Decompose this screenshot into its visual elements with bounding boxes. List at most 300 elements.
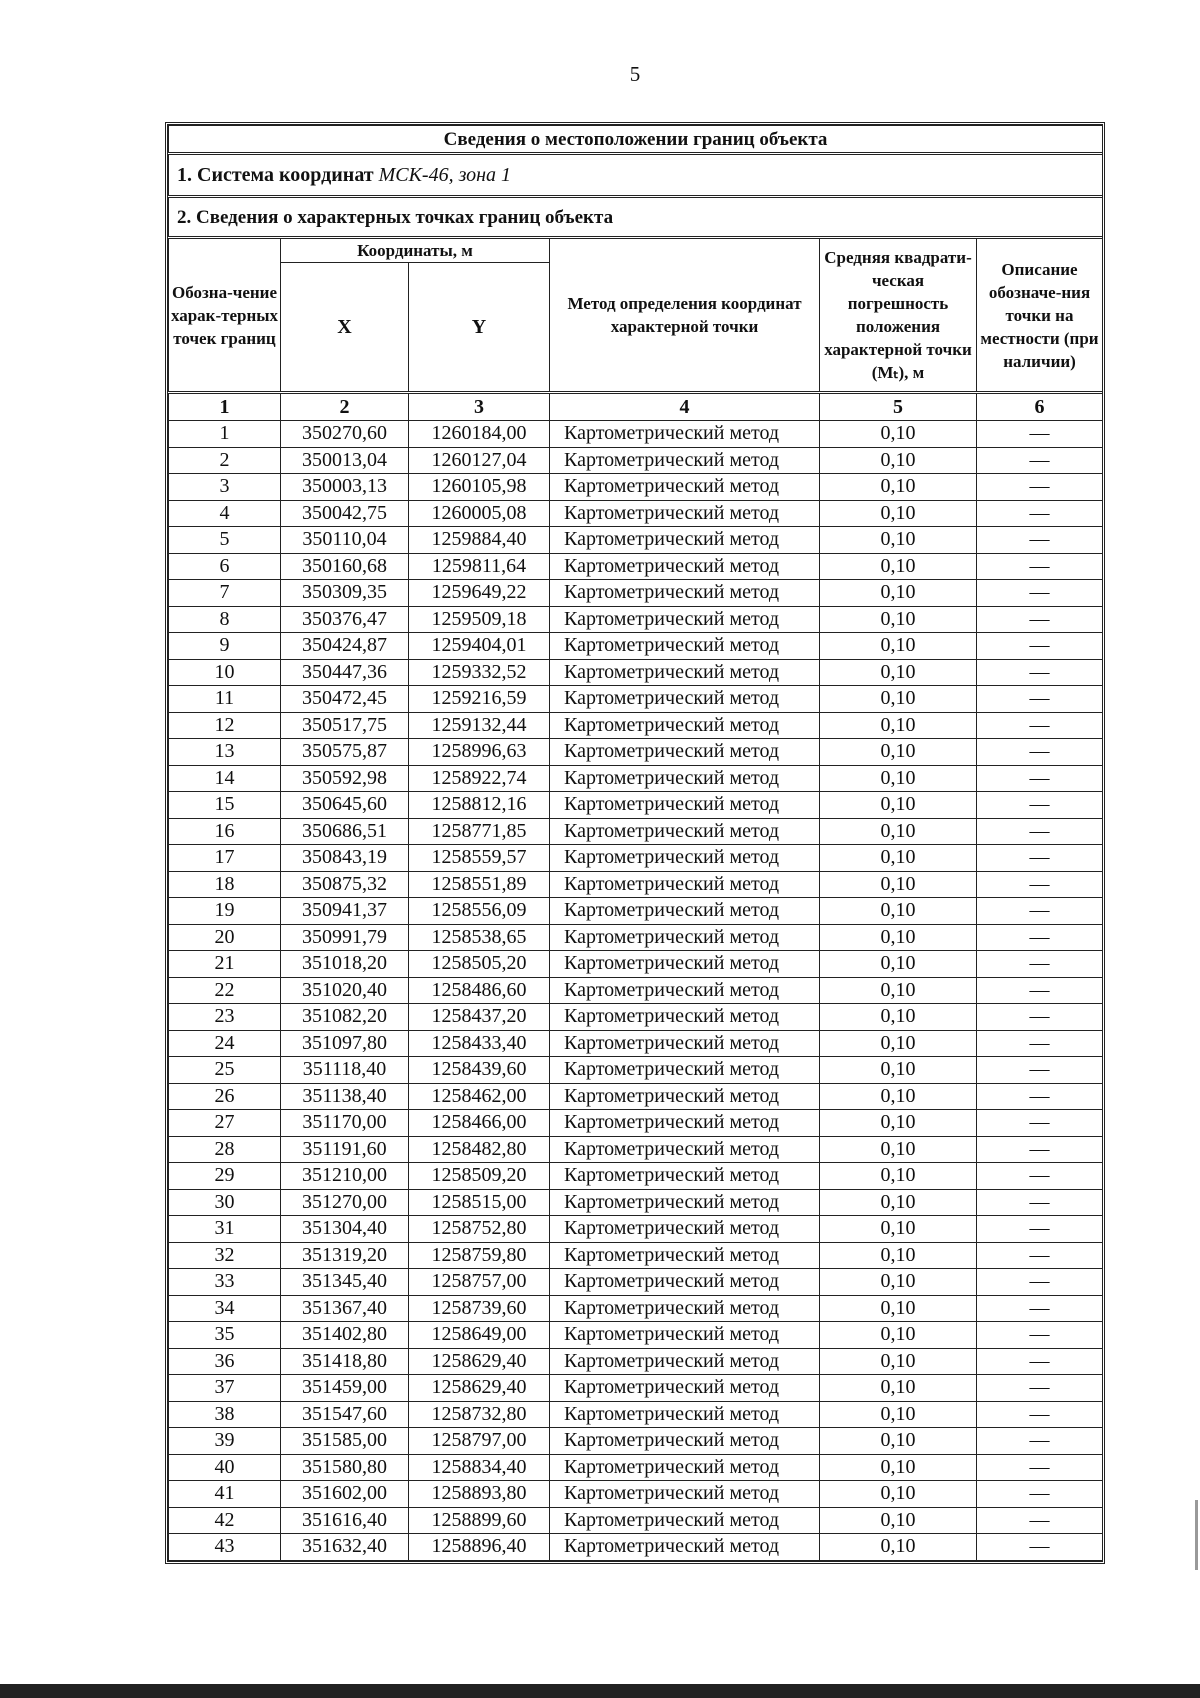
y-coordinate-cell: 1258797,00 [409,1428,550,1455]
description-cell: — [977,553,1103,580]
point-number-cell: 7 [169,580,281,607]
method-cell: Картометрический метод [550,447,820,474]
table-row [169,1030,1103,1057]
point-number-cell: 42 [169,1507,281,1534]
method-cell: Картометрический метод [550,659,820,686]
error-cell: 0,10 [820,765,977,792]
y-coordinate-cell: 1258759,80 [409,1242,550,1269]
description-cell: — [977,1110,1103,1137]
table-row [169,1322,1103,1349]
y-coordinate-cell: 1258922,74 [409,765,550,792]
method-cell: Картометрический метод [550,1163,820,1190]
x-coordinate-cell: 350991,79 [281,924,409,951]
error-cell: 0,10 [820,1534,977,1561]
description-cell: — [977,1322,1103,1349]
x-coordinate-cell: 351632,40 [281,1534,409,1561]
x-coordinate-cell: 351585,00 [281,1428,409,1455]
error-cell: 0,10 [820,712,977,739]
x-coordinate-cell: 351082,20 [281,1004,409,1031]
method-cell: Картометрический метод [550,871,820,898]
method-cell: Картометрический метод [550,633,820,660]
boundary-table [168,125,1103,1561]
y-coordinate-cell: 1260005,08 [409,500,550,527]
point-number-cell: 43 [169,1534,281,1561]
point-number-cell: 10 [169,659,281,686]
y-coordinate-cell: 1259332,52 [409,659,550,686]
error-cell: 0,10 [820,1030,977,1057]
method-cell: Картометрический метод [550,924,820,951]
point-number-cell: 2 [169,447,281,474]
error-cell: 0,10 [820,580,977,607]
error-cell: 0,10 [820,1428,977,1455]
method-cell: Картометрический метод [550,1375,820,1402]
y-coordinate-cell: 1260184,00 [409,421,550,448]
x-coordinate-cell: 350592,98 [281,765,409,792]
method-cell: Картометрический метод [550,686,820,713]
description-cell: — [977,580,1103,607]
method-cell: Картометрический метод [550,1083,820,1110]
description-cell: — [977,1189,1103,1216]
table-row [169,898,1103,925]
method-cell: Картометрический метод [550,527,820,554]
description-cell: — [977,1030,1103,1057]
point-number-cell: 31 [169,1216,281,1243]
x-coordinate-cell: 351418,80 [281,1348,409,1375]
method-cell: Картометрический метод [550,1189,820,1216]
description-cell: — [977,977,1103,1004]
point-number-cell: 27 [169,1110,281,1137]
y-coordinate-cell: 1258757,00 [409,1269,550,1296]
error-cell: 0,10 [820,500,977,527]
table-row [169,686,1103,713]
y-coordinate-cell: 1258437,20 [409,1004,550,1031]
y-coordinate-cell: 1259132,44 [409,712,550,739]
column-number: 2 [281,393,409,421]
point-number-cell: 23 [169,1004,281,1031]
error-cell: 0,10 [820,1216,977,1243]
point-number-cell: 30 [169,1189,281,1216]
error-cell: 0,10 [820,739,977,766]
method-cell: Картометрический метод [550,951,820,978]
error-cell: 0,10 [820,1295,977,1322]
description-cell: — [977,1375,1103,1402]
point-number-cell: 39 [169,1428,281,1455]
description-cell: — [977,633,1103,660]
column-number: 6 [977,393,1103,421]
y-coordinate-cell: 1258629,40 [409,1375,550,1402]
error-cell: 0,10 [820,421,977,448]
error-cell: 0,10 [820,1083,977,1110]
method-cell: Картометрический метод [550,1428,820,1455]
y-coordinate-cell: 1258505,20 [409,951,550,978]
description-cell: — [977,792,1103,819]
method-cell: Картометрический метод [550,712,820,739]
point-number-cell: 3 [169,474,281,501]
table-row [169,765,1103,792]
point-number-cell: 17 [169,845,281,872]
x-coordinate-cell: 351547,60 [281,1401,409,1428]
table-row [169,633,1103,660]
point-number-cell: 34 [169,1295,281,1322]
x-coordinate-cell: 351138,40 [281,1083,409,1110]
column-number: 5 [820,393,977,421]
method-cell: Картометрический метод [550,553,820,580]
point-number-cell: 33 [169,1269,281,1296]
description-cell: — [977,474,1103,501]
description-cell: — [977,818,1103,845]
y-coordinate-cell: 1258551,89 [409,871,550,898]
point-number-cell: 8 [169,606,281,633]
description-cell: — [977,421,1103,448]
x-coordinate-cell: 350042,75 [281,500,409,527]
error-cell: 0,10 [820,1269,977,1296]
x-coordinate-cell: 351580,80 [281,1454,409,1481]
y-coordinate-cell: 1259216,59 [409,686,550,713]
y-coordinate-cell: 1258509,20 [409,1163,550,1190]
table-row [169,500,1103,527]
x-coordinate-cell: 350472,45 [281,686,409,713]
y-coordinate-cell: 1258515,00 [409,1189,550,1216]
y-coordinate-cell: 1258433,40 [409,1030,550,1057]
method-cell: Картометрический метод [550,977,820,1004]
x-coordinate-cell: 351602,00 [281,1481,409,1508]
y-coordinate-cell: 1258834,40 [409,1454,550,1481]
error-cell: 0,10 [820,447,977,474]
table-row [169,924,1103,951]
description-cell: — [977,447,1103,474]
description-cell: — [977,924,1103,951]
x-coordinate-cell: 351402,80 [281,1322,409,1349]
error-cell: 0,10 [820,1401,977,1428]
point-number-cell: 24 [169,1030,281,1057]
header-coordinates: Координаты, м [281,238,550,263]
method-cell: Картометрический метод [550,845,820,872]
table-row [169,580,1103,607]
x-coordinate-cell: 350843,19 [281,845,409,872]
point-number-cell: 38 [169,1401,281,1428]
point-number-cell: 15 [169,792,281,819]
y-coordinate-cell: 1260127,04 [409,447,550,474]
y-coordinate-cell: 1258752,80 [409,1216,550,1243]
method-cell: Картометрический метод [550,1507,820,1534]
description-cell: — [977,712,1103,739]
error-cell: 0,10 [820,553,977,580]
point-number-cell: 12 [169,712,281,739]
x-coordinate-cell: 351270,00 [281,1189,409,1216]
method-cell: Картометрический метод [550,606,820,633]
table-row [169,1163,1103,1190]
y-coordinate-cell: 1258462,00 [409,1083,550,1110]
error-cell: 0,10 [820,1242,977,1269]
point-number-cell: 22 [169,977,281,1004]
table-row [169,1269,1103,1296]
point-number-cell: 37 [169,1375,281,1402]
description-cell: — [977,500,1103,527]
method-cell: Картометрический метод [550,1269,820,1296]
table-row [169,818,1103,845]
method-cell: Картометрический метод [550,580,820,607]
x-coordinate-cell: 350447,36 [281,659,409,686]
header-x: X [281,263,409,393]
description-cell: — [977,1295,1103,1322]
x-coordinate-cell: 350424,87 [281,633,409,660]
method-cell: Картометрический метод [550,1322,820,1349]
point-number-cell: 26 [169,1083,281,1110]
y-coordinate-cell: 1258893,80 [409,1481,550,1508]
error-cell: 0,10 [820,792,977,819]
points-table-body [169,421,1103,1561]
method-cell: Картометрический метод [550,1030,820,1057]
table-row [169,1295,1103,1322]
method-cell: Картометрический метод [550,1295,820,1322]
point-number-cell: 40 [169,1454,281,1481]
description-cell: — [977,1428,1103,1455]
x-coordinate-cell: 351118,40 [281,1057,409,1084]
x-coordinate-cell: 351345,40 [281,1269,409,1296]
error-cell: 0,10 [820,1322,977,1349]
x-coordinate-cell: 350110,04 [281,527,409,554]
y-coordinate-cell: 1258466,00 [409,1110,550,1137]
method-cell: Картометрический метод [550,818,820,845]
table-row [169,1189,1103,1216]
description-cell: — [977,1163,1103,1190]
point-number-cell: 29 [169,1163,281,1190]
description-cell: — [977,765,1103,792]
table-row [169,606,1103,633]
point-number-cell: 35 [169,1322,281,1349]
point-number-cell: 4 [169,500,281,527]
y-coordinate-cell: 1258732,80 [409,1401,550,1428]
y-coordinate-cell: 1258559,57 [409,845,550,872]
point-number-cell: 25 [169,1057,281,1084]
point-number-cell: 36 [169,1348,281,1375]
method-cell: Картометрический метод [550,1110,820,1137]
x-coordinate-cell: 350376,47 [281,606,409,633]
description-cell: — [977,1481,1103,1508]
description-cell: — [977,898,1103,925]
description-cell: — [977,527,1103,554]
error-cell: 0,10 [820,818,977,845]
table-row [169,1428,1103,1455]
column-number: 3 [409,393,550,421]
y-coordinate-cell: 1258486,60 [409,977,550,1004]
point-number-cell: 5 [169,527,281,554]
error-cell: 0,10 [820,1507,977,1534]
method-cell: Картометрический метод [550,500,820,527]
method-cell: Картометрический метод [550,421,820,448]
table-row [169,527,1103,554]
table-row [169,1534,1103,1561]
error-cell: 0,10 [820,1163,977,1190]
table-row [169,1057,1103,1084]
method-cell: Картометрический метод [550,1481,820,1508]
method-cell: Картометрический метод [550,792,820,819]
x-coordinate-cell: 351191,60 [281,1136,409,1163]
y-coordinate-cell: 1259884,40 [409,527,550,554]
description-cell: — [977,951,1103,978]
point-number-cell: 14 [169,765,281,792]
boundary-table-frame [165,122,1105,1564]
error-cell: 0,10 [820,1348,977,1375]
description-cell: — [977,1269,1103,1296]
method-cell: Картометрический метод [550,1401,820,1428]
table-row [169,1401,1103,1428]
error-cell: 0,10 [820,1454,977,1481]
point-number-cell: 9 [169,633,281,660]
table-row [169,1454,1103,1481]
column-numbers-row [169,393,1103,421]
error-cell: 0,10 [820,474,977,501]
y-coordinate-cell: 1258629,40 [409,1348,550,1375]
x-coordinate-cell: 350013,04 [281,447,409,474]
x-coordinate-cell: 351097,80 [281,1030,409,1057]
point-number-cell: 19 [169,898,281,925]
x-coordinate-cell: 351018,20 [281,951,409,978]
page-number: 5 [629,62,641,86]
header-y: Y [409,263,550,393]
description-cell: — [977,1057,1103,1084]
description-cell: — [977,739,1103,766]
x-coordinate-cell: 350645,60 [281,792,409,819]
description-cell: — [977,1348,1103,1375]
description-cell: — [977,1216,1103,1243]
method-cell: Картометрический метод [550,739,820,766]
error-cell: 0,10 [820,686,977,713]
y-coordinate-cell: 1259811,64 [409,553,550,580]
error-cell: 0,10 [820,606,977,633]
point-number-cell: 6 [169,553,281,580]
description-cell: — [977,1454,1103,1481]
scan-bottom-edge [0,1684,1200,1698]
error-cell: 0,10 [820,1136,977,1163]
description-cell: — [977,606,1103,633]
error-cell: 0,10 [820,1189,977,1216]
description-cell: — [977,1507,1103,1534]
x-coordinate-cell: 350309,35 [281,580,409,607]
description-cell: — [977,686,1103,713]
description-cell: — [977,845,1103,872]
header-description: Описание обозначе-ния точки на местности (при наличии) [977,238,1103,393]
method-cell: Картометрический метод [550,1004,820,1031]
error-cell: 0,10 [820,924,977,951]
error-cell: 0,10 [820,977,977,1004]
description-cell: — [977,871,1103,898]
y-coordinate-cell: 1258538,65 [409,924,550,951]
error-cell: 0,10 [820,1110,977,1137]
error-cell: 0,10 [820,1375,977,1402]
table-row [169,1242,1103,1269]
error-cell: 0,10 [820,845,977,872]
y-coordinate-cell: 1258896,40 [409,1534,550,1561]
y-coordinate-cell: 1258812,16 [409,792,550,819]
y-coordinate-cell: 1258771,85 [409,818,550,845]
point-number-cell: 18 [169,871,281,898]
x-coordinate-cell: 351020,40 [281,977,409,1004]
error-cell: 0,10 [820,1481,977,1508]
y-coordinate-cell: 1259649,22 [409,580,550,607]
point-number-cell: 28 [169,1136,281,1163]
x-coordinate-cell: 351459,00 [281,1375,409,1402]
x-coordinate-cell: 351210,00 [281,1163,409,1190]
table-row [169,1110,1103,1137]
x-coordinate-cell: 350517,75 [281,712,409,739]
x-coordinate-cell: 351170,00 [281,1110,409,1137]
x-coordinate-cell: 351304,40 [281,1216,409,1243]
point-number-cell: 16 [169,818,281,845]
header-method: Метод определения координат характерной точки [550,238,820,393]
table-row [169,712,1103,739]
error-cell: 0,10 [820,871,977,898]
points-section-title: 2. Сведения о характерных точках границ объекта [169,197,1103,238]
table-row [169,739,1103,766]
error-cell: 0,10 [820,633,977,660]
column-number: 1 [169,393,281,421]
point-number-cell: 1 [169,421,281,448]
coordinate-system-row [169,154,1103,197]
method-cell: Картометрический метод [550,1348,820,1375]
x-coordinate-cell: 350941,37 [281,898,409,925]
point-number-cell: 41 [169,1481,281,1508]
table-row [169,977,1103,1004]
table-row [169,951,1103,978]
point-number-cell: 11 [169,686,281,713]
y-coordinate-cell: 1258899,60 [409,1507,550,1534]
table-title: Сведения о местоположении границ объекта [169,126,1103,154]
y-coordinate-cell: 1258649,00 [409,1322,550,1349]
method-cell: Картометрический метод [550,898,820,925]
coordinate-system-value: МСК-46, зона 1 [378,163,512,186]
coordinate-system-label: 1. Система координат [177,163,374,186]
x-coordinate-cell: 351367,40 [281,1295,409,1322]
method-cell: Картометрический метод [550,1534,820,1561]
method-cell: Картометрический метод [550,1454,820,1481]
y-coordinate-cell: 1260105,98 [409,474,550,501]
table-row [169,1481,1103,1508]
y-coordinate-cell: 1258996,63 [409,739,550,766]
table-row [169,447,1103,474]
header-designation: Обозна-чение харак-терных точек границ [169,238,281,393]
table-row [169,1216,1103,1243]
description-cell: — [977,659,1103,686]
table-row [169,474,1103,501]
error-cell: 0,10 [820,659,977,686]
scan-right-mark [1195,1500,1198,1570]
header-error: Средняя квадрати-ческая погрешность положения характерной точки (Mₜ), м [820,238,977,393]
table-row [169,553,1103,580]
column-number: 4 [550,393,820,421]
method-cell: Картометрический метод [550,765,820,792]
method-cell: Картометрический метод [550,474,820,501]
method-cell: Картометрический метод [550,1216,820,1243]
point-number-cell: 32 [169,1242,281,1269]
error-cell: 0,10 [820,898,977,925]
error-cell: 0,10 [820,951,977,978]
table-row [169,792,1103,819]
description-cell: — [977,1242,1103,1269]
x-coordinate-cell: 351616,40 [281,1507,409,1534]
table-row [169,659,1103,686]
table-row [169,1004,1103,1031]
table-row [169,871,1103,898]
table-row [169,1136,1103,1163]
y-coordinate-cell: 1259509,18 [409,606,550,633]
error-cell: 0,10 [820,1057,977,1084]
x-coordinate-cell: 350875,32 [281,871,409,898]
point-number-cell: 13 [169,739,281,766]
description-cell: — [977,1083,1103,1110]
y-coordinate-cell: 1258482,80 [409,1136,550,1163]
method-cell: Картометрический метод [550,1136,820,1163]
